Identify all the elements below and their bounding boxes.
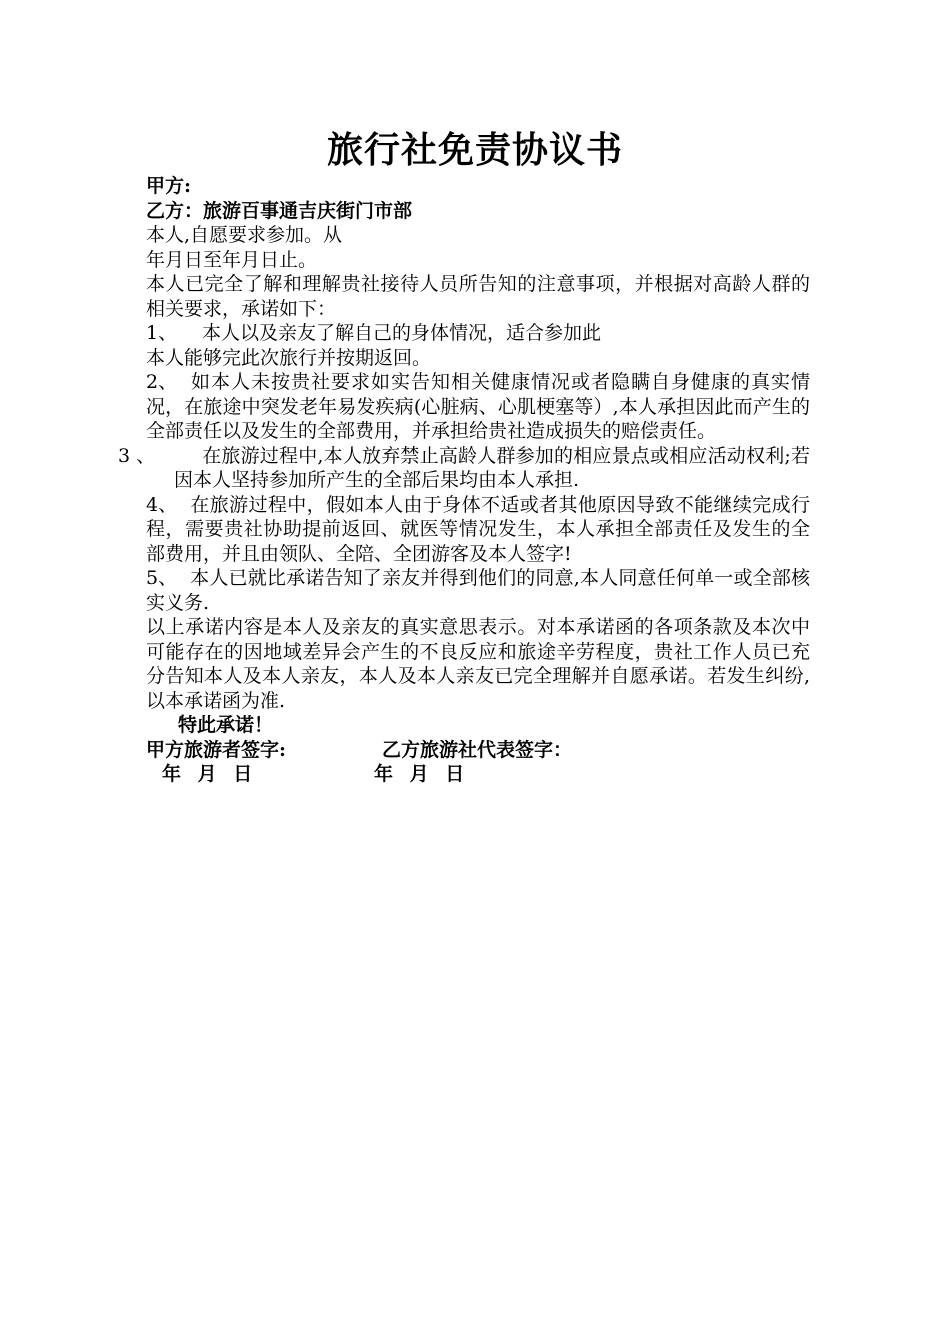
item-5 (146, 566, 810, 615)
intro-line-1: 本人,自愿要求参加。从 (146, 224, 343, 246)
item-3-text: 在旅游过程中,本人放弃禁止高龄人群参加的相应景点或相应活动权利;若因本人坚持参加所产生的全部后果均由本人承担. (174, 444, 810, 491)
document-body (118, 174, 810, 787)
date-party-b: 年 月 日 (374, 763, 465, 785)
intro-line-2: 年月日至年月日止。 (146, 248, 318, 271)
item-1 (146, 321, 810, 346)
item-1-number: 1、 (146, 322, 178, 344)
party-b-line: 乙方：旅游百事通吉庆街门市部 (146, 199, 413, 222)
item-1-text-line2: 本人能够完此次旅行并按期返回。 (146, 346, 432, 369)
pledge-line: 特此承诺！ (178, 714, 274, 736)
date-row (146, 762, 810, 787)
closing-paragraph: 以上承诺内容是本人及亲友的真实意思表示。对本承诺函的各项条款及本次中可能存在的因地域差异会产生的不良反应和旅途辛劳程度，贵社工作人员已充分告知本人及本人亲友，本人及本人亲友已完全理解并自愿承诺。若发生纠纷,以本承诺函为准. (146, 616, 810, 712)
document-title: 旅行社免责协议书 (326, 129, 623, 171)
signature-party-a: 甲方旅游者签字: (146, 738, 287, 761)
item-1-text-line1: 本人以及亲友了解自己的身体情况，适合参加此 (202, 322, 602, 344)
item-4-text: 在旅游过程中，假如本人由于身体不适或者其他原因导致不能继续完成行程，需要贵社协助提前返回、就医等情况发生，本人承担全部责任及发生的全部费用，并且由领队、全陪、全团游客及本人签字! (146, 493, 810, 565)
item-3-number: 3 、 (118, 444, 156, 467)
item-2-text: 如本人未按贵社要求如实告知相关健康情况或者隐瞒自身健康的真实情况，在旅途中突发老年易发疾病(心脏病、心肌梗塞等）,本人承担因此而产生的全部责任以及发生的全部费用，并承担给贵社造成损失的赔偿责任。 (146, 371, 810, 442)
party-a-line: 甲方: (146, 175, 192, 197)
item-3 (118, 444, 810, 493)
item-4 (146, 493, 810, 567)
item-5-number: 5、 (146, 567, 178, 589)
date-party-a: 年 月 日 (162, 763, 253, 785)
item-5-text: 本人已就比承诺告知了亲友并得到他们的同意,本人同意任何单一或全部核实义务. (146, 567, 810, 614)
intro-paragraph: 本人已完全了解和理解贵社接待人员所告知的注意事项，并根据对高龄人群的相关要求，承诺如下： (146, 273, 810, 320)
signature-row (146, 738, 810, 763)
item-2-number: 2、 (146, 371, 178, 393)
item-2 (146, 370, 810, 444)
signature-party-b: 乙方旅游社代表签字： (382, 738, 573, 761)
item-4-number: 4、 (146, 493, 178, 516)
